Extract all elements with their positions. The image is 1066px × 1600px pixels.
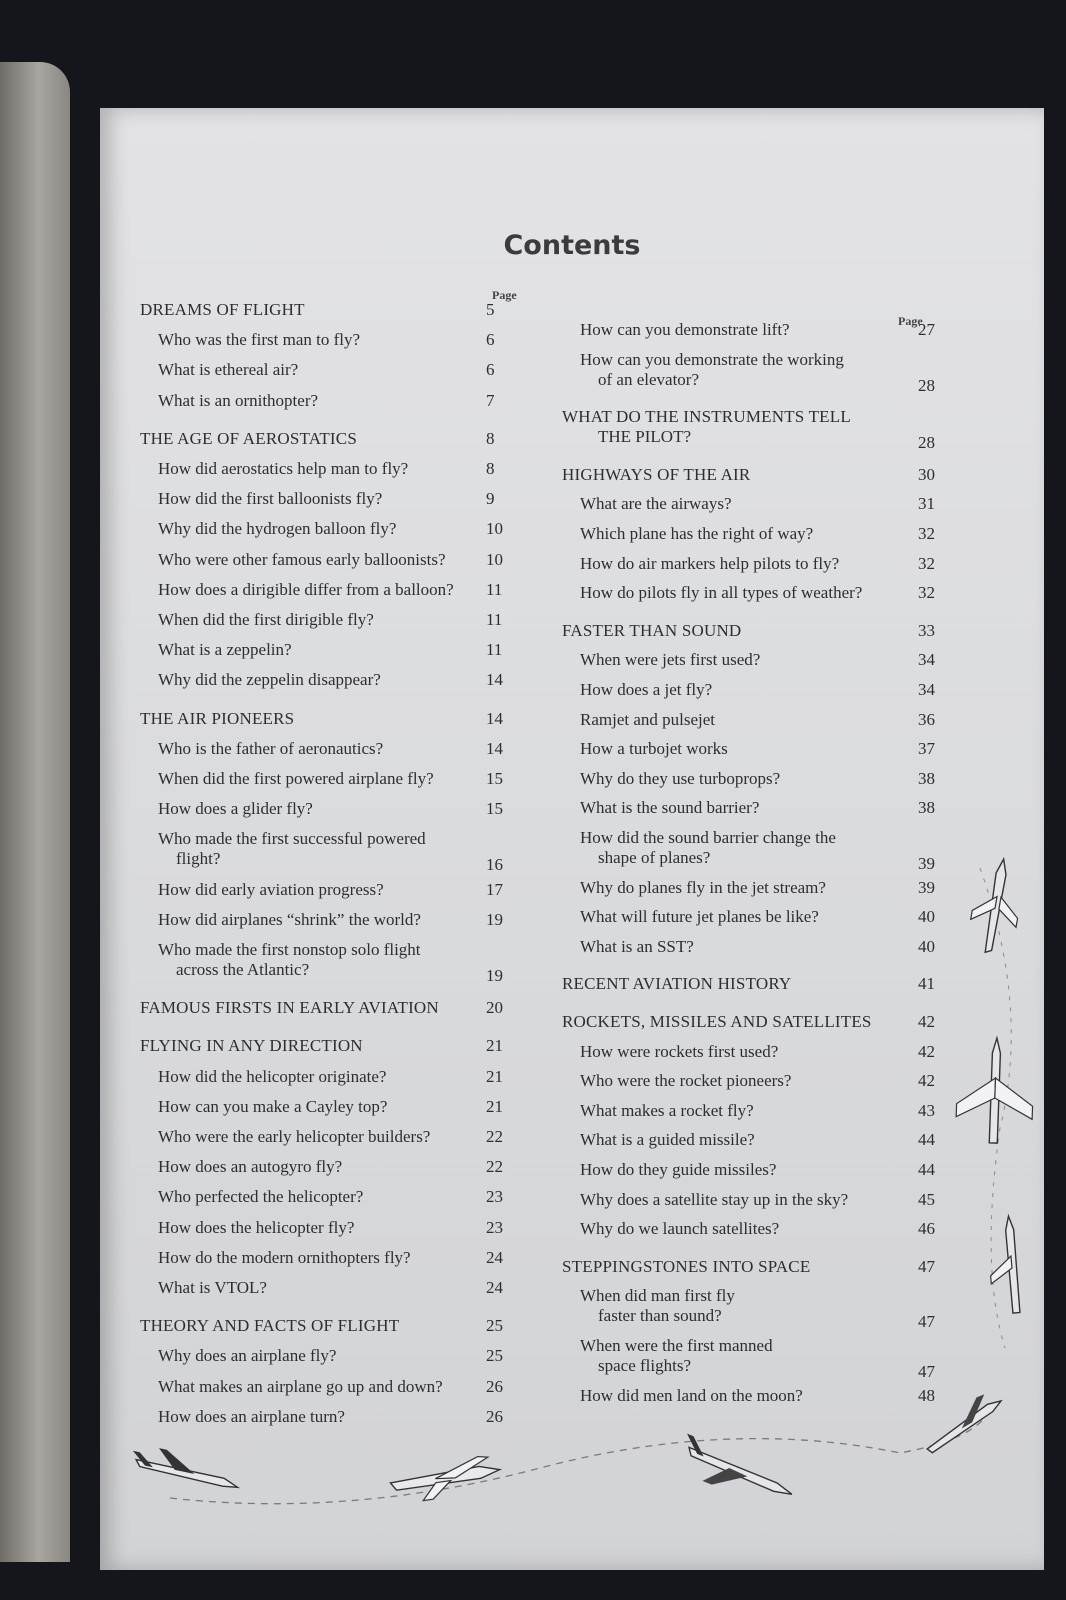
toc-entry-title: How did the helicopter originate?	[158, 1066, 387, 1086]
toc-entry-title: Why did the hydrogen balloon fly?	[158, 519, 397, 539]
toc-page-number: 11	[486, 579, 503, 599]
toc-entry-title: FAMOUS FIRSTS IN EARLY AVIATION	[140, 998, 439, 1018]
toc-entry-title: What is ethereal air?	[158, 360, 299, 380]
toc-entry-title: FASTER THAN SOUND	[562, 620, 742, 640]
toc-page-number: 28	[918, 375, 935, 395]
toc-page-number: 7	[486, 390, 495, 410]
toc-page-number: 28	[918, 433, 935, 453]
toc-entry-title: What is a guided missile?	[580, 1130, 755, 1150]
toc-page-number: 40	[918, 936, 935, 956]
toc-page-number: 14	[486, 738, 503, 758]
airplane-icon	[965, 855, 1027, 957]
toc-page-number: 16	[486, 855, 503, 875]
toc-page-number: 45	[918, 1189, 935, 1209]
toc-page-number: 32	[918, 583, 935, 603]
toc-entry-title: What will future jet planes be like?	[580, 907, 819, 927]
toc-entry-title: Who made the first nonstop solo flight	[158, 940, 421, 959]
toc-entry-title: THEORY AND FACTS OF FLIGHT	[140, 1316, 400, 1336]
toc-page-number: 43	[918, 1100, 935, 1120]
toc-page-number: 42	[918, 1071, 935, 1091]
toc-page-number: 6	[486, 330, 495, 350]
toc-entry-title: WHAT DO THE INSTRUMENTS TELL	[562, 407, 851, 427]
toc-entry-title: What makes a rocket fly?	[580, 1100, 754, 1120]
toc-page-number: 39	[918, 877, 935, 897]
toc-entry-title: What is the sound barrier?	[580, 798, 760, 818]
toc-page-number: 15	[486, 799, 503, 819]
toc-page-number: 26	[486, 1406, 503, 1426]
toc-entry-title: Why does an airplane fly?	[158, 1346, 337, 1366]
toc-entry-title: Who was the first man to fly?	[158, 330, 361, 350]
toc-entry-title: When did man first fly	[580, 1286, 735, 1306]
toc-page-number: 31	[918, 494, 935, 514]
toc-page-number: 5	[486, 300, 495, 319]
toc-entry-title: Who perfected the helicopter?	[158, 1187, 364, 1207]
toc-page-number: 38	[918, 798, 935, 818]
toc-page-number: 27	[918, 320, 935, 339]
toc-page-number: 44	[918, 1130, 935, 1150]
toc-entry-title: Ramjet and pulsejet	[580, 709, 716, 729]
toc-entry-title: What is VTOL?	[158, 1278, 267, 1297]
toc-entry-title: When were the first manned	[580, 1336, 773, 1355]
toc-entry-title: DREAMS OF FLIGHT	[140, 300, 305, 319]
toc-entry-title: How does an autogyro fly?	[158, 1157, 343, 1177]
toc-page-number: 38	[918, 768, 935, 788]
toc-entry-title: Who is the father of aeronautics?	[158, 738, 384, 758]
toc-page-number: 10	[486, 519, 503, 539]
toc-entry-title: How can you make a Cayley top?	[158, 1096, 388, 1116]
toc-entry-title: Why does a satellite stay up in the sky?	[580, 1189, 849, 1209]
toc-entry-title: When did the first powered airplane fly?	[158, 769, 434, 788]
toc-entry-title: RECENT AVIATION HISTORY	[562, 974, 792, 994]
toc-page-number: 26	[486, 1376, 503, 1396]
toc-entry-title: HIGHWAYS OF THE AIR	[562, 464, 751, 484]
toc-entry-title: How can you demonstrate the working	[580, 349, 844, 369]
toc-page-number: 33	[918, 620, 935, 640]
airplane-flight-path-illustration	[100, 108, 1044, 1570]
toc-page-number: 17	[486, 879, 503, 899]
toc-page-number: 37	[918, 739, 935, 759]
toc-page-number: 25	[486, 1346, 503, 1366]
toc-entry-title: How do pilots fly in all types of weather?	[580, 583, 863, 603]
airplane-icon	[389, 1454, 503, 1505]
toc-entry-title: What are the airways?	[580, 494, 732, 514]
page-column-header-left: Page	[492, 288, 517, 302]
toc-entry-title: FLYING IN ANY DIRECTION	[140, 1036, 363, 1056]
toc-entry-title: When did the first dirigible fly?	[158, 610, 374, 629]
toc-page-number: 11	[486, 640, 503, 660]
toc-entry-title: Why do they use turboprops?	[580, 768, 781, 788]
toc-entry-title: Who were other famous early balloonists?	[158, 549, 446, 569]
toc-entry-title: How does the helicopter fly?	[158, 1217, 355, 1237]
toc-entry-title-continued: shape of planes?	[598, 848, 711, 867]
toc-entry-title: THE AGE OF AEROSTATICS	[140, 428, 357, 448]
toc-page-number: 39	[918, 854, 935, 873]
toc-entry-title: Which plane has the right of way?	[580, 524, 814, 543]
toc-entry-title: Who made the first successful powered	[158, 829, 426, 849]
toc-entry-title: How were rockets first used?	[580, 1041, 779, 1061]
toc-entry-title: How does a jet fly?	[580, 680, 713, 699]
toc-entry-title: How did aerostatics help man to fly?	[158, 459, 409, 478]
toc-entry-title: When were jets first used?	[580, 650, 761, 670]
toc-page-number: 21	[486, 1066, 503, 1086]
contents-page	[100, 108, 1044, 1570]
toc-entry-title: Why do planes fly in the jet stream?	[580, 877, 826, 897]
toc-page-number: 47	[918, 1312, 935, 1332]
toc-entry-title: How does a dirigible differ from a balloon?	[158, 579, 454, 599]
toc-page-number: 11	[486, 610, 503, 629]
toc-page-number: 22	[486, 1127, 503, 1146]
toc-page-number: 14	[486, 708, 503, 728]
toc-entry-title: What is an SST?	[580, 936, 694, 956]
toc-page-number: 32	[918, 524, 935, 543]
toc-page-number: 22	[486, 1157, 503, 1177]
facing-page-edge	[0, 62, 70, 1562]
toc-entry-title: What is an ornithopter?	[158, 390, 319, 410]
toc-page-number: 40	[918, 907, 935, 927]
toc-page-number: 15	[486, 769, 503, 788]
toc-entry-title: THE AIR PIONEERS	[140, 708, 295, 728]
toc-page-number: 25	[486, 1316, 503, 1336]
toc-page-number: 24	[486, 1278, 503, 1297]
airplane-icon	[955, 1037, 1035, 1145]
airplane-icon	[130, 1443, 243, 1489]
toc-page-number: 36	[918, 709, 935, 729]
toc-entry-title: How did early aviation progress?	[158, 879, 384, 899]
toc-entry-title-continued: space flights?	[598, 1356, 691, 1375]
toc-page-number: 48	[918, 1385, 935, 1405]
toc-page-number: 23	[486, 1217, 503, 1237]
toc-entry-title: How do they guide missiles?	[580, 1160, 777, 1179]
toc-entry-title: What is a zeppelin?	[158, 640, 292, 660]
airplane-icon	[919, 1387, 1003, 1455]
toc-page-number: 41	[918, 974, 935, 994]
toc-page-number: 10	[486, 549, 503, 569]
toc-page-number: 6	[486, 360, 495, 380]
toc-page-number: 9	[486, 489, 495, 509]
page-title: Contents	[503, 230, 641, 261]
toc-entry-title-continued: flight?	[176, 849, 221, 869]
toc-page-number: 42	[918, 1041, 935, 1061]
page-column-header-right: Page	[898, 314, 923, 328]
toc-page-number: 32	[918, 553, 935, 573]
toc-page-number: 46	[918, 1219, 935, 1239]
toc-entry-title-continued: of an elevator?	[598, 369, 699, 389]
toc-page-number: 20	[486, 998, 503, 1018]
toc-entry-title: How did the sound barrier change the	[580, 828, 836, 847]
toc-entry-title: How can you demonstrate lift?	[580, 320, 790, 339]
toc-entry-title: How did airplanes “shrink” the world?	[158, 909, 421, 929]
airplane-icon	[986, 1216, 1021, 1315]
toc-entry-title: How did the first balloonists fly?	[158, 489, 383, 509]
toc-page-number: 19	[486, 966, 503, 985]
toc-page-number: 47	[918, 1256, 935, 1276]
toc-entry-title-continued: faster than sound?	[598, 1306, 722, 1326]
toc-entry-title: How did men land on the moon?	[580, 1385, 803, 1405]
toc-entry-title: Who were the rocket pioneers?	[580, 1071, 792, 1091]
toc-page-number: 8	[486, 459, 495, 478]
toc-entry-title: How does an airplane turn?	[158, 1406, 345, 1426]
toc-page-number: 42	[918, 1012, 935, 1031]
toc-page-number: 23	[486, 1187, 503, 1207]
dashed-flight-path	[170, 1408, 990, 1504]
toc-entry-title: ROCKETS, MISSILES AND SATELLITES	[562, 1012, 872, 1031]
toc-page-number: 14	[486, 670, 503, 690]
toc-page-number: 34	[918, 650, 935, 670]
toc-page-number: 47	[918, 1362, 935, 1381]
toc-entry-title-continued: across the Atlantic?	[176, 960, 310, 979]
toc-entry-title: STEPPINGSTONES INTO SPACE	[562, 1256, 811, 1276]
toc-entry-title: How does a glider fly?	[158, 799, 313, 819]
toc-page-number: 21	[486, 1036, 503, 1056]
toc-entry-title: How do the modern ornithopters fly?	[158, 1247, 411, 1267]
toc-page-number: 19	[486, 909, 503, 929]
airplane-icon	[673, 1434, 798, 1514]
toc-entry-title-continued: THE PILOT?	[598, 427, 692, 447]
toc-entry-title: Who were the early helicopter builders?	[158, 1127, 431, 1146]
toc-page-number: 44	[918, 1160, 935, 1179]
toc-page-number: 21	[486, 1096, 503, 1116]
toc-page-number: 8	[486, 428, 495, 448]
toc-entry-title: What makes an airplane go up and down?	[158, 1376, 443, 1396]
toc-entry-title: Why do we launch satellites?	[580, 1219, 780, 1239]
toc-entry-title: How a turbojet works	[580, 739, 728, 759]
toc-entry-title: Why did the zeppelin disappear?	[158, 670, 381, 690]
toc-page-number: 30	[918, 464, 935, 484]
toc-page-number: 34	[918, 680, 935, 699]
toc-entry-title: How do air markers help pilots to fly?	[580, 553, 840, 573]
toc-page-number: 24	[486, 1247, 503, 1267]
